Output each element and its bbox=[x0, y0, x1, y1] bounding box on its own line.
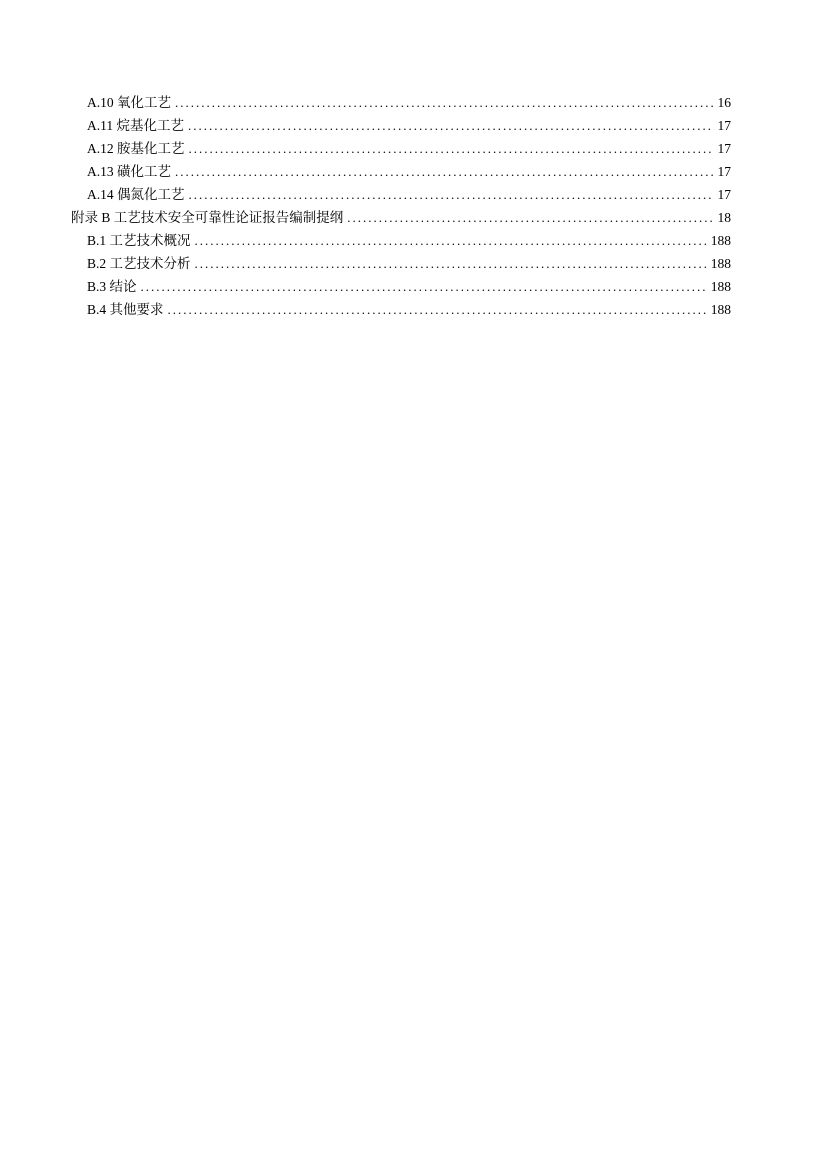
toc-entry-label: A.12 胺基化工艺 bbox=[87, 141, 185, 156]
toc-entry-page: 17 bbox=[717, 141, 731, 156]
toc-entry-label: B.3 结论 bbox=[87, 279, 137, 294]
toc-entry-page: 17 bbox=[717, 118, 731, 133]
dot-leader bbox=[195, 252, 707, 275]
toc-entry-label: B.1 工艺技术概况 bbox=[87, 233, 191, 248]
toc-entry[interactable] bbox=[71, 137, 731, 160]
dot-leader bbox=[195, 229, 707, 252]
toc-entry[interactable] bbox=[71, 252, 731, 275]
toc-entry-label: A.10 氧化工艺 bbox=[87, 95, 171, 110]
toc-entry[interactable] bbox=[71, 275, 731, 298]
toc-entry-page: 188 bbox=[710, 233, 731, 248]
dot-leader bbox=[189, 137, 714, 160]
toc-entry-page: 188 bbox=[710, 302, 731, 317]
toc-entry[interactable] bbox=[71, 298, 731, 321]
dot-leader bbox=[189, 183, 714, 206]
toc-entry-label: A.11 烷基化工艺 bbox=[87, 118, 184, 133]
dot-leader bbox=[188, 114, 714, 137]
toc-entry-label: B.2 工艺技术分析 bbox=[87, 256, 191, 271]
dot-leader bbox=[347, 206, 713, 229]
toc-entry[interactable] bbox=[71, 229, 731, 252]
toc-entry-label: A.13 磺化工艺 bbox=[87, 164, 171, 179]
toc-entry[interactable] bbox=[71, 114, 731, 137]
toc-entry-label: 附录 B 工艺技术安全可靠性论证报告编制提纲 bbox=[71, 210, 344, 225]
toc-entry-page: 17 bbox=[717, 187, 731, 202]
toc-entry[interactable] bbox=[71, 206, 731, 229]
toc-entry-page: 18 bbox=[717, 210, 731, 225]
toc-entry-page: 188 bbox=[710, 279, 731, 294]
toc-entry-label: A.14 偶氮化工艺 bbox=[87, 187, 185, 202]
toc-list bbox=[71, 91, 731, 321]
dot-leader bbox=[175, 160, 714, 183]
toc-entry-label: B.4 其他要求 bbox=[87, 302, 164, 317]
toc-entry[interactable] bbox=[71, 183, 731, 206]
toc-entry[interactable] bbox=[71, 91, 731, 114]
dot-leader bbox=[175, 91, 714, 114]
dot-leader bbox=[168, 298, 707, 321]
toc-entry-page: 188 bbox=[710, 256, 731, 271]
toc-entry-page: 17 bbox=[717, 164, 731, 179]
toc-entry[interactable] bbox=[71, 160, 731, 183]
toc-entry-page: 16 bbox=[717, 95, 731, 110]
dot-leader bbox=[141, 275, 707, 298]
